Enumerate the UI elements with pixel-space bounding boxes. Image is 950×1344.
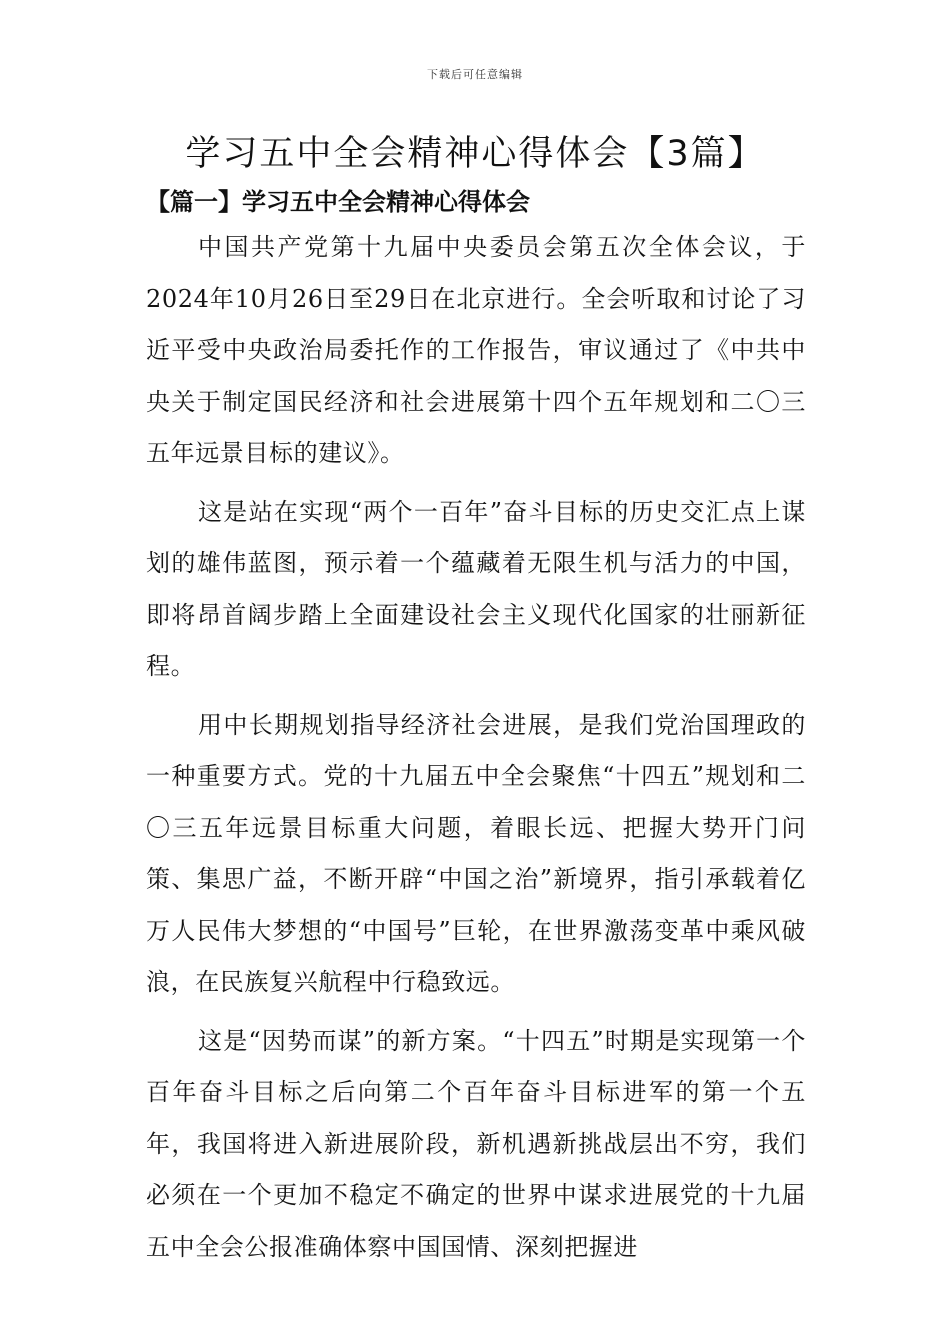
document-body xyxy=(146,222,806,1273)
section-heading: 【篇一】学习五中全会精神心得体会 xyxy=(146,187,530,216)
paragraph: 这是“因势而谋”的新方案。“十四五”时期是实现第一个百年奋斗目标之后向第二个百年奋斗目标进军的第一个五年，我国将进入新进展阶段，新机遇新挑战层出不穷，我们必须在一个更加不稳定不确定的世界中谋求进展党的十九届五中全会公报准确体察中国国情、深刻把握进 xyxy=(146,1026,806,1261)
paragraph: 用中长期规划指导经济社会进展，是我们党治国理政的一种重要方式。党的十九届五中全会聚焦“十四五”规划和二〇三五年远景目标重大问题，着眼长远、把握大势开门问策、集思广益，不断开辟“中国之治”新境界，指引承载着亿万人民伟大梦想的“中国号”巨轮，在世界激荡变革中乘风破浪，在民族复兴航程中行稳致远。 xyxy=(146,710,806,996)
header-note: 下载后可任意编辑 xyxy=(427,68,523,81)
document-title: 学习五中全会精神心得体会【3篇】 xyxy=(185,134,765,174)
paragraph: 中国共产党第十九届中央委员会第五次全体会议，于2024年10月26日至29日在北京进行。全会听取和讨论了习近平受中央政治局委托作的工作报告，审议通过了《中共中央关于制定国民经济和社会进展第十四个五年规划和二〇三五年远景目标的建议》。 xyxy=(146,233,806,467)
paragraph: 这是站在实现“两个一百年”奋斗目标的历史交汇点上谋划的雄伟蓝图，预示着一个蕴藏着无限生机与活力的中国，即将昂首阔步踏上全面建设社会主义现代化国家的壮丽新征程。 xyxy=(146,497,806,680)
